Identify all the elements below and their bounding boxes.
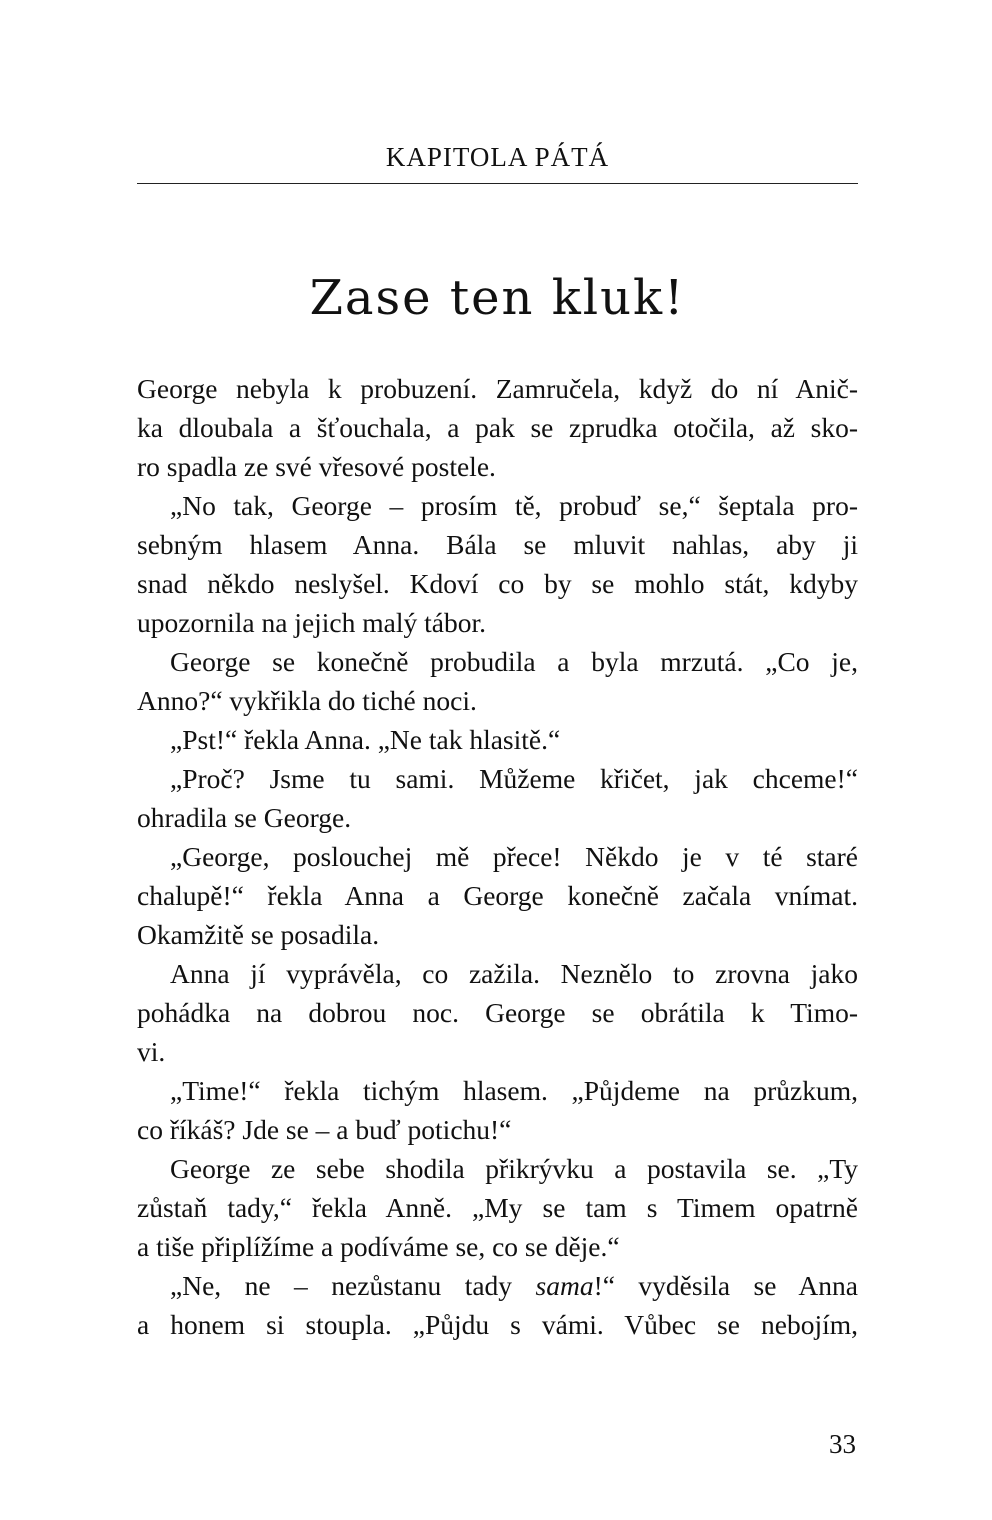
page-number: 33 [829, 1429, 856, 1459]
text-line: pohádka na dobrou noc. George se obrátila k Timo- [137, 997, 858, 1028]
text-line: „Pst!“ řekla Anna. „Ne tak hlasitě.“ [170, 724, 561, 755]
text-line: upozornila na jejich malý tábor. [137, 607, 486, 638]
chapter-title: Zase ten kluk! [309, 270, 686, 326]
text-line: ohradila se George. [137, 802, 352, 833]
text-line: „George, poslouchej mě přece! Někdo je v té staré [170, 841, 858, 872]
text-line: vi. [137, 1036, 166, 1067]
text-line: a tiše připlížíme a podíváme se, co se děje.“ [137, 1231, 620, 1262]
text-line: zůstaň tady,“ řekla Anně. „My se tam s Timem opatrně [137, 1192, 858, 1223]
text-line: „No tak, George – prosím tě, probuď se,“ šeptala pro- [170, 490, 858, 521]
text-line: co říkáš? Jde se – a buď potichu!“ [137, 1114, 512, 1145]
line-segment: „Ne, ne – nezůstanu tady [170, 1270, 536, 1301]
text-line: snad někdo neslyšel. Kdoví co by se mohlo stát, kdyby [137, 568, 858, 599]
text-line: „Proč? Jsme tu sami. Můžeme křičet, jak chceme!“ [170, 763, 858, 794]
text-line: sebným hlasem Anna. Bála se mluvit nahlas, aby ji [137, 529, 858, 560]
body-text [137, 369, 858, 1344]
text-line: George ze sebe shodila přikrývku a postavila se. „Ty [170, 1153, 858, 1184]
text-line: „Time!“ řekla tichým hlasem. „Půjdeme na průzkum, [170, 1075, 858, 1106]
line-segment: !“ vyděsila se Anna [593, 1270, 858, 1301]
italic-word: sama [535, 1270, 594, 1301]
text-line: Okamžitě se posadila. [137, 919, 380, 950]
header-rule [137, 183, 858, 184]
text-line: Anno?“ vykřikla do tiché noci. [137, 685, 477, 716]
text-line: George se konečně probudila a byla mrzutá. „Co je, [170, 646, 858, 677]
text-line: Anna jí vyprávěla, co zažila. Neznělo to zrovna jako [170, 958, 858, 989]
text-line: a honem si stoupla. „Půjdu s vámi. Vůbec se nebojím, [137, 1309, 858, 1340]
text-line [137, 1266, 858, 1305]
text-line: ka dloubala a šťouchala, a pak se zprudka otočila, až sko- [137, 412, 858, 443]
chapter-label: KAPITOLA PÁTÁ [385, 142, 610, 172]
text-line: George nebyla k probuzení. Zamručela, když do ní Anič- [137, 373, 858, 404]
text-line: chalupě!“ řekla Anna a George konečně začala vnímat. [137, 880, 858, 911]
text-line: ro spadla ze své vřesové postele. [137, 451, 496, 482]
